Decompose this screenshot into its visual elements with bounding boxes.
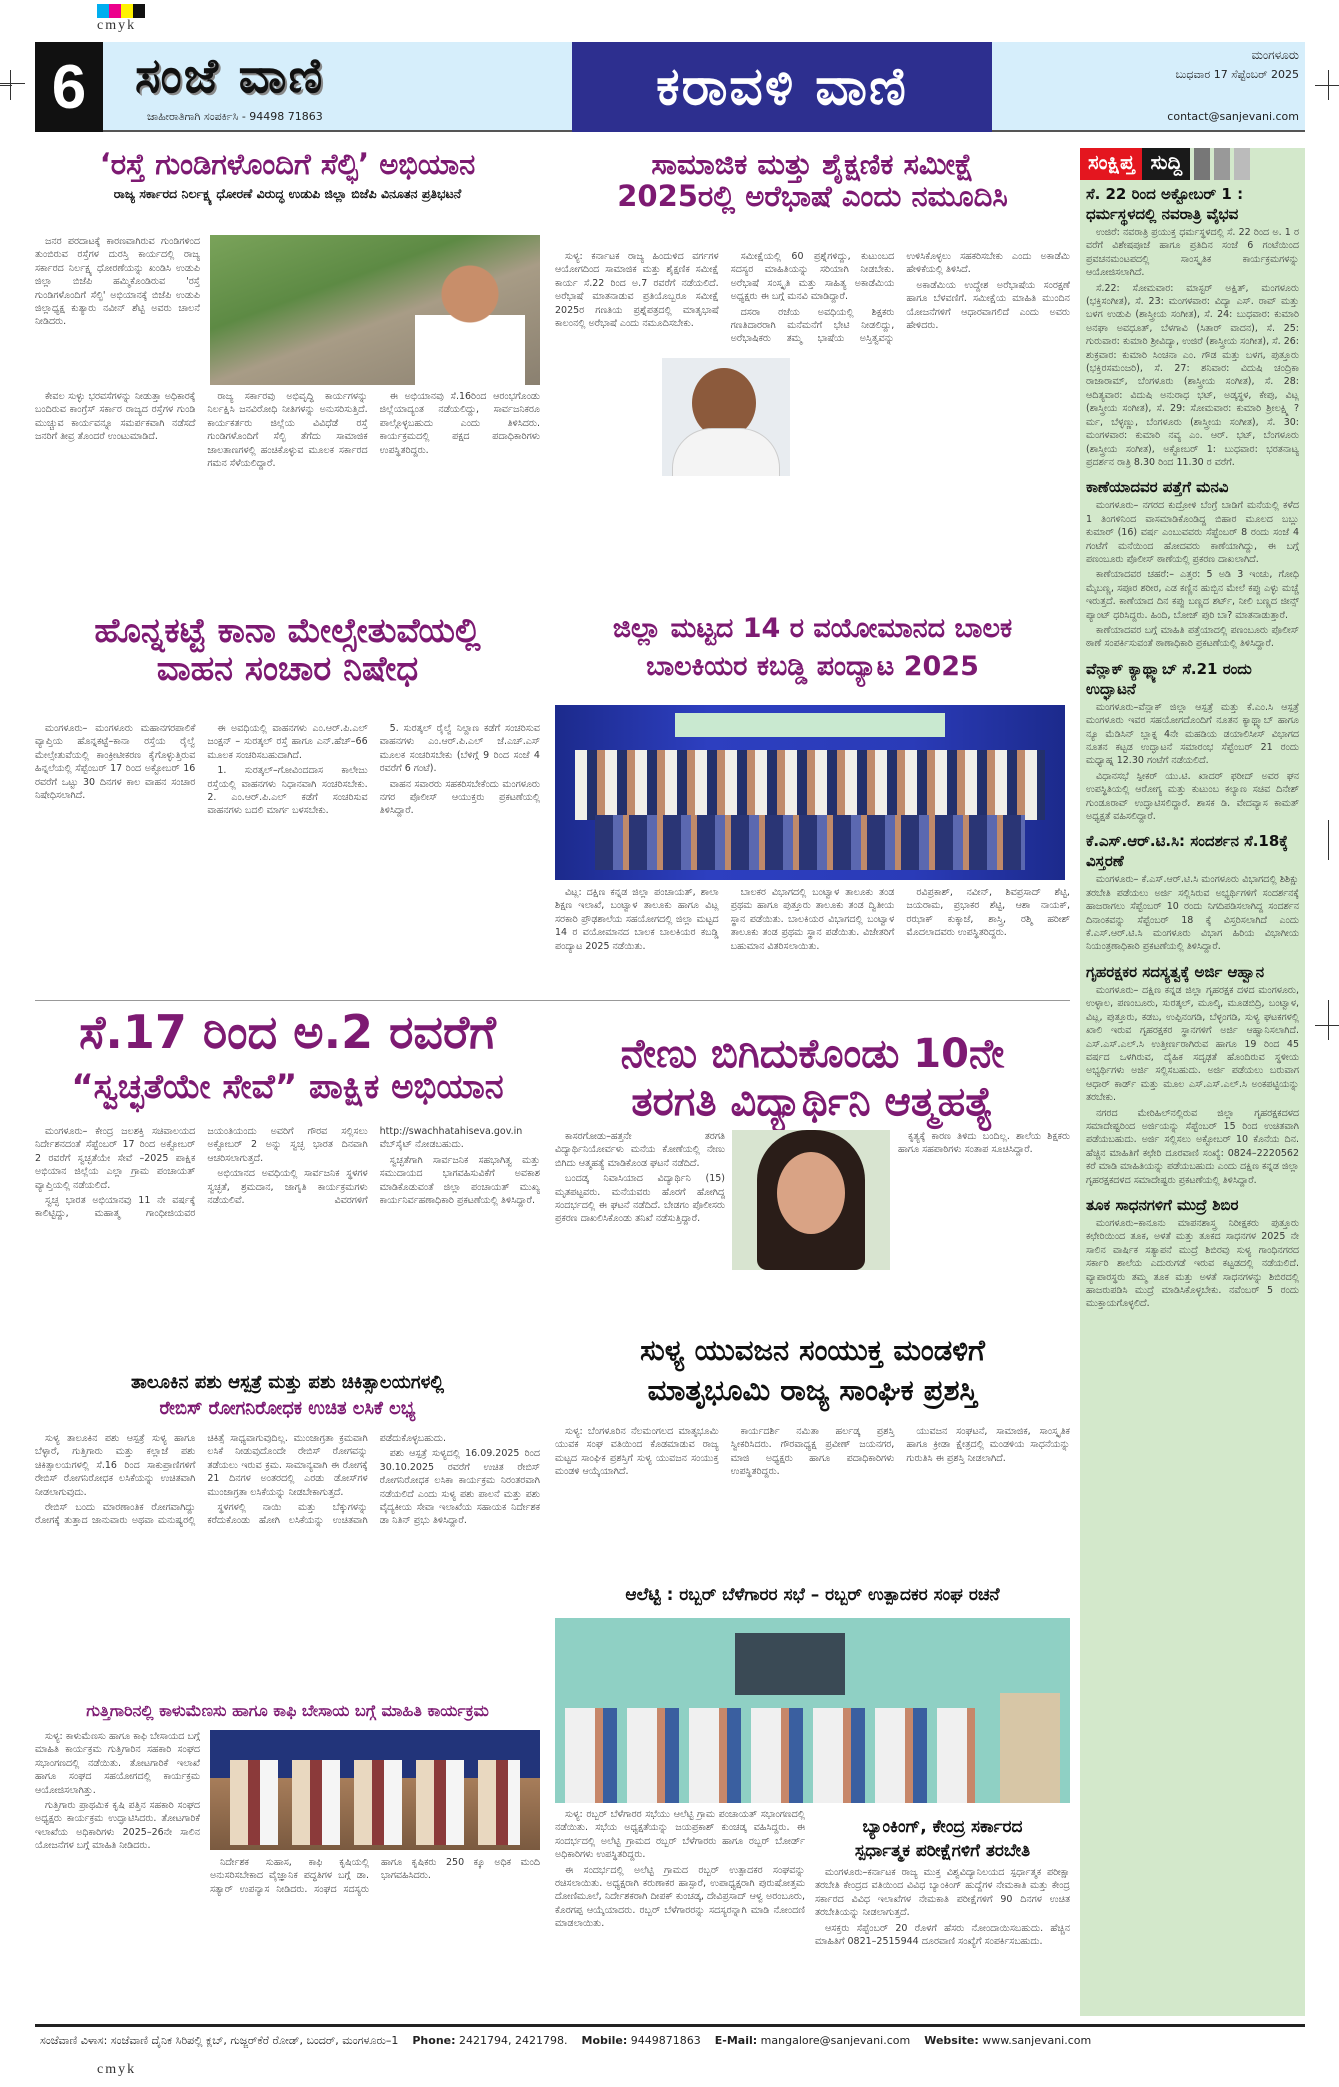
headline: ರೇಬಿಸ್ ರೋಗನಿರೋಧಕ ಉಚಿತ ಲಸಿಕೆ ಲಭ್ಯ xyxy=(159,1398,416,1419)
article-paragraph: ಪಶು ಆಸ್ಪತ್ರೆ ಸುಳ್ಯದಲ್ಲಿ 16.09.2025 ರಿಂದ 30.10.2025 ರವರೆಗೆ ಉಚಿತ ರೇಬಿಸ್ ರೋಗನಿರೋಧಕ ಲಸಿಕಾ ಕಾರ್ಯಕ್ರಮ ನಿರಂತರವಾಗಿ ನಡೆಯಲಿದೆ ಎಂದು ಸುಳ್ಯ ಪಶು ಪಾಲನೆ ಮತ್ತು ಪಶು ವೈದ್ಯಕೀಯ ಸೇವಾ ಇಲಾಖೆಯ ಸಹಾಯಕ ನಿರ್ದೇಶಕ ಡಾ ನಿತಿನ್ ಪ್ರಭು ತಿಳಿಸಿದ್ದಾರೆ. xyxy=(379,1448,540,1527)
article-paragraph: ರವಿಪ್ರಕಾಶ್, ನವೀನ್, ಶಿವಪ್ರಸಾದ್ ಶೆಟ್ಟಿ, ಜಯರಾಮ, ಪ್ರಭಾಕರ ಶೆಟ್ಟಿ, ಆಶಾ ನಾಯಕ್, ರಝಾಕ್ ಕುಕ್ಕಾಜೆ, ಶಾಸ್ತ್ರಿ, ರಶ್ಮಿ ಹರೀಶ್ ಮೊದಲಾದವರು ಉಪಸ್ಥಿತರಿದ್ದರು. xyxy=(906,887,1070,939)
article-paragraph: ಸುಳ್ಯ: ಬೆಂಗಳೂರಿನ ನೆಲಮಂಗಲದ ಮಾತೃಭೂಮಿ ಯುವಕ ಸಂಘ ವತಿಯಿಂದ ಕೊಡಮಾಡುವ ರಾಜ್ಯ ಮಟ್ಟದ ಸಾಂಘಿಕ ಪ್ರಶಸ್ತಿಗೆ ಸುಳ್ಯ ಯುವಜನ ಸಂಯುಕ್ತ ಮಂಡಳಿ ಆಯ್ಕೆಯಾಗಿದೆ. xyxy=(555,1426,719,1478)
footer-rule xyxy=(35,2024,1305,2027)
person-portrait xyxy=(410,255,530,385)
footer-address: ಸಂಜೆವಾಣಿ ವಿಳಾಸ: ಸಂಜೆವಾಣಿ ದೈನಿಕ ಸಿರಿಪಲ್ಲಿ ಕ್ಲಬ್, ಗುಜ್ಜರ್‌ಕೆರೆ ರೋಡ್, ಬಂದರ್, ಮಂಗಳೂರು–1 xyxy=(40,2034,399,2047)
article-paragraph: ಬಾಲಕರ ವಿಭಾಗದಲ್ಲಿ ಬಂಟ್ವಾಳ ತಾಲೂಕು ತಂಡ ಪ್ರಥಮ ಹಾಗೂ ಪುತ್ತೂರು ತಾಲೂಕು ತಂಡ ದ್ವಿತೀಯ ಸ್ಥಾನ ಪಡೆಯಿತು. ಬಾಲಕಿಯರ ವಿಭಾಗದಲ್ಲಿ ಬಂಟ್ವಾಳ ತಾಲೂಕು ತಂಡ ಪ್ರಥಮ ಸ್ಥಾನ ಪಡೆಯಿತು. ವಿಜೇತರಿಗೆ ಬಹುಮಾನ ವಿತರಿಸಲಾಯಿತು. xyxy=(730,887,895,952)
article-body xyxy=(555,1425,1070,1575)
brief-paragraph: ಮಂಗಳೂರು– ದಕ್ಷಿಣ ಕನ್ನಡ ಜಿಲ್ಲಾ ಗೃಹರಕ್ಷಕ ದಳದ ಮಂಗಳೂರು, ಉಳ್ಳಾಲ, ಪಣಂಬೂರು, ಸುರತ್ಕಲ್, ಮೂಲ್ಕಿ, ಮೂಡಬಿದ್ರಿ, ಬಂಟ್ವಾಳ, ವಿಟ್ಲ, ಪುತ್ತೂರು, ಕಡಬ, ಉಪ್ಪಿನಂಗಡಿ, ಬೆಳ್ಳಂಗಡಿ, ಸುಳ್ಯ ಘಟಕಗಳಲ್ಲಿ ಖಾಲಿ ಇರುವ ಗೃಹರಕ್ಷಕರ ಸ್ಥಾನಗಳಿಗೆ ಅರ್ಜಿ ಆಹ್ವಾನಿಸಲಾಗಿದೆ. ಎಸ್.ಎಸ್.ಎಲ್.ಸಿ ಉತ್ತೀರ್ಣರಾಗಿರುವ ಹಾಗೂ 19 ರಿಂದ 45 ವರ್ಷದ ಒಳಗಿರುವ, ದೈಹಿಕ ಸದೃಢತೆ ಹೊಂದಿರುವ ಸ್ಥಳೀಯ ಅಭ್ಯರ್ಥಿಗಳು ಅರ್ಜಿ ಸಲ್ಲಿಸಬಹುದು. ಅರ್ಜಿ ಪಡೆಯಲು ಬರುವಾಗ ಆಧಾರ್ ಕಾರ್ಡ್ ಮತ್ತು ಮೂಲ ಎಸ್.ಎಸ್.ಎಲ್.ಸಿ ಅಂಕಪಟ್ಟಿಯನ್ನು ತರಬೇಕು. xyxy=(1086,984,1299,1104)
article-rubber xyxy=(555,1582,1070,1608)
mobile-label: Mobile: xyxy=(581,2034,628,2047)
article-paragraph: ನಿರ್ದೇಶಕ ಸುಹಾಸ, ಕಾಫಿ ಕೃಷಿಯಲ್ಲಿ ಅನುಸರಿಸಬೇಕಾದ ವೈಜ್ಞಾನಿಕ ಪದ್ಧತಿಗಳ ಬಗ್ಗೆ ಡಾ. ಸತ್ಯಾರ್ ಉಪನ್ಯಾಸ ನೀಡಿದರು. ಸಂಘದ ಸದಸ್ಯರು ಹಾಗೂ ಕೃಷಿಕರು 250 ಕ್ಕೂ ಅಧಿಕ ಮಂದಿ ಭಾಗವಹಿಸಿದರು. xyxy=(210,1857,540,1895)
article-paragraph: ಅಭಿಯಾನದ ಅವಧಿಯಲ್ಲಿ ಸಾರ್ವಜನಿಕ ಸ್ಥಳಗಳ ಸ್ವಚ್ಛತೆ, ಶ್ರಮದಾನ, ಜಾಗೃತಿ ಕಾರ್ಯಕ್ರಮಗಳು ನಡೆಯಲಿವೆ. ವಿವರಗಳಿಗೆ http://swachhatahiseva.gov.in ವೆಬ್‌ಸೈಟ್ ನೋಡಬಹುದು. xyxy=(207,1126,523,1207)
crop-mark xyxy=(1328,820,1329,860)
brief-body xyxy=(1086,984,1299,1187)
article-paragraph: ಸ್ವಚ್ಛತೆಗಾಗಿ ಸಾರ್ವಜನಿಕ ಸಹಭಾಗಿತ್ವ ಮತ್ತು ಸಮುದಾಯದ ಭಾಗವಹಿಸುವಿಕೆಗೆ ಅವಕಾಶ ಮಾಡಿಕೊಡುವಂತೆ ಜಿಲ್ಲಾ ಪಂಚಾಯತ್ ಮುಖ್ಯ ಕಾರ್ಯನಿರ್ವಹಣಾಧಿಕಾರಿ ಪ್ರಕಟಣೆಯಲ್ಲಿ ತಿಳಿಸಿದ್ದಾರೆ. xyxy=(379,1154,540,1207)
phone: 2421794, 2421798. xyxy=(459,2034,568,2047)
article-body xyxy=(210,1856,540,2020)
article-body xyxy=(898,1130,1070,1325)
article-body xyxy=(35,235,200,385)
article-paragraph: 1. ಸುರತ್ಕಲ್–ಗೋವಿಂದದಾಸ ಕಾಲೇಜು ರಸ್ತೆಯಲ್ಲಿ ವಾಹನಗಳು ನಿಧಾನವಾಗಿ ಸಂಚರಿಸಬೇಕು. 2. ಎಂ.ಆರ್.ಪಿ.ಎಲ್ ಕಡೆಗೆ ಸಂಚರಿಸುವ ವಾಹನಗಳು ಬದಲಿ ಮಾರ್ಗ ಬಳಸಬೇಕು. xyxy=(207,765,368,817)
article-paragraph: ಮಂಗಳೂರು– ಮಂಗಳೂರು ಮಹಾನಗರಪಾಲಿಕೆ ವ್ಯಾಪ್ತಿಯ ಹೊನ್ನಕಟ್ಟೆ–ಕಾನಾ ರಸ್ತೆಯ ರೈಲ್ವೆ ಮೇಲ್ಸೇತುವೆಯಲ್ಲಿ ಕಾಂಕ್ರೀಟೀಕರಣ ಕೈಗೊಳ್ಳುತ್ತಿರುವ ಹಿನ್ನಲೆಯಲ್ಲಿ ಸೆಪ್ಟೆಂಬರ್ 17 ರಿಂದ ಅಕ್ಟೋಬರ್ 16 ರವರೆಗೆ ಒಟ್ಟು 30 ದಿನಗಳ ಕಾಲ ವಾಹನ ಸಂಚಾರ ನಿಷೇಧಿಸಲಾಗಿದೆ. xyxy=(35,723,196,802)
article-paragraph: ರೇಬಿಸ್ ಬಂದು ಮಾರಣಾಂತಿಕ ರೋಗವಾಗಿದ್ದು ರೋಗಕ್ಕೆ ತುತ್ತಾದ ಜಾನುವಾರು ಅಥವಾ ಮನುಷ್ಯರಲ್ಲಿ ಚಿಕಿತ್ಸೆ ಸಾಧ್ಯವಾಗುವುದಿಲ್ಲ. ಮುಂಜಾಗ್ರತಾ ಕ್ರಮವಾಗಿ ಲಸಿಕೆ ನೀಡುವುದೊಂದೇ ರೇಬಿಸ್ ರೋಗವನ್ನು ತಡೆಯಲು ಇರುವ ಕ್ರಮ. ಸಾಮಾನ್ಯವಾಗಿ ಈ ರೋಗಕ್ಕೆ 21 ದಿನಗಳ ಅಂತರದಲ್ಲಿ ಎರಡು ಡೋಸ್‌ಗಳ ಮುಂಜಾಗ್ರತಾ ಲಸಿಕೆಯನ್ನು ನೀಡಬೇಕಾಗುತ್ತದೆ. xyxy=(35,1433,368,1527)
article-swachhata xyxy=(35,1002,540,1112)
brief-item xyxy=(1080,958,1305,1191)
article-paragraph: ಯುವಜನ ಸಂಘಟನೆ, ಸಾಮಾಜಿಕ, ಸಾಂಸ್ಕೃತಿಕ ಹಾಗೂ ಕ್ರೀಡಾ ಕ್ಷೇತ್ರದಲ್ಲಿ ಮಂಡಳಿಯ ಸಾಧನೆಯನ್ನು ಗುರುತಿಸಿ ಈ ಪ್ರಶಸ್ತಿ ನೀಡಲಾಗಿದೆ. xyxy=(906,1426,1070,1464)
headline: ಸುಳ್ಯ ಯುವಜನ ಸಂಯುಕ್ತ ಮಂಡಳಿಗೆ xyxy=(640,1333,985,1367)
article-paragraph: ಜನರ ಪರದಾಟಕ್ಕೆ ಕಾರಣವಾಗಿರುವ ಗುಂಡಿಗಳಿಂದ ತುಂಬಿರುವ ರಸ್ತೆಗಳ ದುರಸ್ತಿ ಕಾರ್ಯದಲ್ಲಿ ರಾಜ್ಯ ಸರ್ಕಾರದ ನಿರ್ಲಕ್ಷ್ಯ ಧೋರಣೆಯನ್ನು ಖಂಡಿಸಿ ಉಡುಪಿ ಜಿಲ್ಲಾ ಬಿಜೆಪಿ ಹಮ್ಮಿಕೊಂಡಿರುವ 'ರಸ್ತೆ ಗುಂಡಿಗಳೊಂದಿಗೆ ಸೆಲ್ಫಿ' ಅಭಿಯಾನಕ್ಕೆ ಬಿಜೆಪಿ ಉಡುಪಿ ಜಿಲ್ಲಾಧ್ಯಕ್ಷ ಕುತ್ಯಾರು ನವೀನ್ ಶೆಟ್ಟಿ ಅವರು ಚಾಲನೆ ನೀಡಿದರು. xyxy=(35,236,200,328)
article-paragraph: ಸುಳ್ಯ: ಕರ್ನಾಟಕ ರಾಜ್ಯ ಹಿಂದುಳಿದ ವರ್ಗಗಳ ಆಯೋಗದಿಂದ ಸಾಮಾಜಿಕ ಮತ್ತು ಶೈಕ್ಷಣಿಕ ಸಮೀಕ್ಷೆ ಕಾರ್ಯ ಸೆ.22 ರಿಂದ ಅ.7 ರವರೆಗೆ ನಡೆಯಲಿದೆ. ಅರೆಭಾಷೆ ಮಾತನಾಡುವ ಪ್ರತಿಯೊಬ್ಬರೂ ಸಮೀಕ್ಷೆ 2025ರ ಗಣತಿಯ ಪ್ರಶ್ನೆಪತ್ರದಲ್ಲಿ ಮಾತೃಭಾಷೆ ಕಾಲಂನಲ್ಲಿ ಅರೆಭಾಷೆ ಎಂದು ನಮೂದಿಸಬೇಕು. xyxy=(555,251,719,330)
team-row-sitting xyxy=(595,815,1025,870)
edition-date: ಬುಧವಾರ 17 ಸೆಪ್ಟೆಂಬರ್ 2025 xyxy=(1175,68,1299,81)
sidebar-title-black: ಸುದ್ದಿ xyxy=(1142,148,1190,180)
article-paragraph: ಬಂದಡ್ಕ ನಿವಾಸಿಯಾದ ವಿದ್ಯಾರ್ಥಿನಿ (15) ಮೃತಪಟ್ಟವರು. ಮನೆಯವರು ಹೊರಗೆ ಹೋಗಿದ್ದ ಸಂದರ್ಭದಲ್ಲಿ ಈ ಘಟನೆ ನಡೆದಿದೆ. ಬೇಡಗಂ ಪೊಲೀಸರು ಪ್ರಕರಣ ದಾಖಲಿಸಿಕೊಂಡು ತನಿಖೆ ನಡೆಸುತ್ತಿದ್ದಾರೆ. xyxy=(555,1173,725,1225)
headline: ಗುತ್ತಿಗಾರಿನಲ್ಲಿ ಕಾಳುಮೆಣಸು ಹಾಗೂ ಕಾಫಿ ಬೇಸಾಯ ಬಗ್ಗೆ ಮಾಹಿತಿ ಕಾರ್ಯಕ್ರಮ xyxy=(86,1701,489,1720)
photo-road-potholes xyxy=(210,235,540,385)
article-paragraph: ಕೇವಲ ಸುಳ್ಳು ಭರವಸೆಗಳನ್ನು ನೀಡುತ್ತಾ ಅಧಿಕಾರಕ್ಕೆ ಬಂದಿರುವ ಕಾಂಗ್ರೆಸ್ ಸರ್ಕಾರ ರಾಜ್ಯದ ರಸ್ತೆಗಳ ಗುಂಡಿ ಮುಚ್ಚುವ ಕಾರ್ಯವನ್ನೂ ಸಮರ್ಪಕವಾಗಿ ನಡೆಸದೆ ಜನರಿಗೆ ತೀವ್ರ ತೊಂದರೆ ಉಂಟುಮಾಡಿದೆ. xyxy=(35,391,196,443)
website: www.sanjevani.com xyxy=(982,2034,1092,2047)
article-sullia xyxy=(555,1330,1070,1410)
brief-paragraph: ವಿಧಾನಸಭೆ ಸ್ಪೀಕರ್ ಯು.ಟಿ. ಖಾದರ್ ಫರೀದ್ ಅವರ ಘನ ಉಪಸ್ಥಿತಿಯಲ್ಲಿ ಆರೋಗ್ಯ ಮತ್ತು ಕುಟುಂಬ ಕಲ್ಯಾಣ ಸಚಿವ ದಿನೇಶ್ ಗುಂಡೂರಾವ್ ಉದ್ಘಾಟಿಸಲಿದ್ದಾರೆ. ಶಾಸಕ ಡಿ. ವೇದವ್ಯಾಸ ಕಾಮತ್ ಅಧ್ಯಕ್ಷತೆ ವಹಿಸಲಿದ್ದಾರೆ. xyxy=(1086,770,1299,823)
article-paragraph: ಈ ಅಭಿಯಾನವು ಸೆ.16ರಿಂದ ಆರಂಭಗೊಂಡು ಜಿಲ್ಲೆಯಾದ್ಯಂತ ನಡೆಯಲಿದ್ದು, ಸಾರ್ವಜನಿಕರೂ ಪಾಲ್ಗೊಳ್ಳಬಹುದು ಎಂದು ತಿಳಿಸಿದರು. ಕಾರ್ಯಕ್ರಮದಲ್ಲಿ ಪಕ್ಷದ ಪದಾಧಿಕಾರಿಗಳು ಉಪಸ್ಥಿತರಿದ್ದರು. xyxy=(379,391,540,456)
crop-mark xyxy=(1315,85,1339,86)
article-body xyxy=(815,1866,1070,2020)
article-paragraph: ಸಮೀಕ್ಷೆಯಲ್ಲಿ 60 ಪ್ರಶ್ನೆಗಳಿದ್ದು, ಕುಟುಂಬದ ಸದಸ್ಯರ ಮಾಹಿತಿಯನ್ನು ಸರಿಯಾಗಿ ನೀಡಬೇಕು. ಅರೆಭಾಷೆ ಸಂಸ್ಕೃತಿ ಮತ್ತು ಸಾಹಿತ್ಯ ಅಕಾಡೆಮಿಯ ಅಧ್ಯಕ್ಷರು ಈ ಬಗ್ಗೆ ಮನವಿ ಮಾಡಿದ್ದಾರೆ. xyxy=(730,251,895,303)
photo-pepper-event xyxy=(210,1730,540,1850)
headline: ಸಾಮಾಜಿಕ ಮತ್ತು ಶೈಕ್ಷಣಿಕ ಸಮೀಕ್ಷೆ xyxy=(651,147,974,181)
article-body xyxy=(555,1130,725,1325)
article-paragraph: ಅಕಾಡೆಮಿಯ ಉದ್ದೇಶ ಅರೆಭಾಷೆಯ ಸಂರಕ್ಷಣೆ ಹಾಗೂ ಬೆಳವಣಿಗೆ. ಸಮೀಕ್ಷೆಯ ಮಾಹಿತಿ ಮುಂದಿನ ಯೋಜನೆಗಳಿಗೆ ಆಧಾರವಾಗಲಿದೆ ಎಂದು ಅವರು ಹೇಳಿದರು. xyxy=(906,279,1070,332)
brief-item xyxy=(1080,655,1305,828)
article-paragraph: ಕಾರ್ಯದರ್ಶಿ ನಮಿತಾ ಹರ್ಲಡ್ಕ ಪ್ರಶಸ್ತಿ ಸ್ವೀಕರಿಸಿದರು. ಗೌರವಾಧ್ಯಕ್ಷ ಪ್ರವೀಣ್ ಜಯನಗರ, ಮಾಜಿ ಅಧ್ಯಕ್ಷರು ಹಾಗೂ ಪದಾಧಿಕಾರಿಗಳು ಉಪಸ್ಥಿತರಿದ್ದರು. xyxy=(730,1426,895,1478)
headline: ‘ರಸ್ತೆ ಗುಂಡಿಗಳೊಂದಿಗೆ ಸೆಲ್ಫಿ’ ಅಭಿಯಾನ xyxy=(99,147,476,181)
brief-paragraph: ಉಜಿರೆ: ನವರಾತ್ರಿ ಪ್ರಯುಕ್ತ ಧರ್ಮಸ್ಥಳದಲ್ಲಿ ಸೆ. 22 ರಿಂದ ಅ. 1 ರ ವರೆಗೆ ವಿಶೇಷಪೂಜೆ ಹಾಗೂ ಪ್ರತಿದಿನ ಸಂಜೆ 6 ಗಂಟೆಯಿಂದ ಪ್ರವಚನಮಂಟಪದಲ್ಲಿ ಸಾಂಸ್ಕೃತಿಕ ಕಾರ್ಯಕ್ರಮಗಳನ್ನು ಆಯೋಜಿಸಲಾಗಿದೆ. xyxy=(1086,227,1299,279)
brief-body xyxy=(1086,499,1299,650)
cmyk-label: cmyk xyxy=(97,18,137,33)
brief-item xyxy=(1080,180,1305,473)
brief-paragraph: ಮಂಗಳೂರು–ಕಾನೂನು ಮಾಪನಶಾಸ್ತ್ರ ನಿರೀಕ್ಷಕರು ಪುತ್ತೂರು ಕಛೇರಿಯಿಂದ ತೂಕ, ಅಳತೆ ಮತ್ತು ತೂಕದ ಸಾಧನಗಳ 2025 ನೇ ಸಾಲಿನ ವಾರ್ಷಿಕ ಸತ್ಯಾಪನೆ ಮುದ್ರೆ ಶಿಬಿರವು ಸುಳ್ಯ ಗಾಂಧಿನಗರದ ಸರ್ಕಾರಿ ಶಾಲೆಯ ಎದುರುಗಡೆ ಇರುವ ಕಟ್ಟಡದಲ್ಲಿ ನಡೆಯಲಿದೆ. ವ್ಯಾಪಾರಸ್ಥರು ತಮ್ಮ ತೂಕ ಮತ್ತು ಅಳತೆ ಸಾಧನಗಳನ್ನು ಶಿಬಿರದಲ್ಲಿ ಹಾಜರುಪಡಿಸಿ ಮುದ್ರೆ ಮಾಡಿಸಿಕೊಳ್ಳಬೇಕು. ನವೆಂಬರ್ 5 ರಂದು ಮುಕ್ತಾಯಗೊಳ್ಳಲಿದೆ. xyxy=(1086,1217,1299,1310)
sidebar-title-red: ಸಂಕ್ಷಿಪ್ತ xyxy=(1080,148,1142,180)
crop-mark xyxy=(1328,1000,1329,1040)
headline: ಆಲೆಟ್ಟಿ : ರಬ್ಬರ್ ಬೆಳೆಗಾರರ ಸಭೆ – ರಬ್ಬರ್ ಉತ್ಪಾದಕರ ಸಂಘ ರಚನೆ xyxy=(625,1585,1000,1605)
headline: ತಾಲೂಕಿನ ಪಶು ಆಸ್ಪತ್ರೆ ಮತ್ತು ಪಶು ಚಿಕಿತ್ಸಾಲಯಗಳಲ್ಲಿ xyxy=(130,1372,444,1393)
edition-city: ಮಂಗಳೂರು xyxy=(1251,48,1299,62)
crop-mark xyxy=(1315,1025,1339,1026)
headline: ಬಾಲಕಿಯರ ಕಬಡ್ಡಿ ಪಂದ್ಯಾಟ 2025 xyxy=(646,651,979,682)
article-paragraph: ಮಂಗಳೂರು–ಕರ್ನಾಟಕ ರಾಜ್ಯ ಮುಕ್ತ ವಿಶ್ವವಿದ್ಯಾನಿಲಯದ ಸ್ಪರ್ಧಾತ್ಮಕ ಪರೀಕ್ಷಾ ತರಬೇತಿ ಕೇಂದ್ರದ ವತಿಯಿಂದ ವಿವಿಧ ಬ್ಯಾಂಕಿಂಗ್ ಹುದ್ದೆಗಳ ನೇಮಕಾತಿ ಮತ್ತು ಕೇಂದ್ರ ಸರ್ಕಾರದ ವಿವಿಧ ಇಲಾಖೆಗಳ ನೇಮಕಾತಿ ಪರೀಕ್ಷೆಗಳಿಗೆ 90 ದಿನಗಳ ಉಚಿತ ತರಬೇತಿಯನ್ನು ನೀಡಲಾಗುತ್ತದೆ. xyxy=(815,1867,1070,1919)
headline: ತರಗತಿ ವಿದ್ಯಾರ್ಥಿನಿ ಆತ್ಮಹತ್ಯೆ xyxy=(631,1079,994,1125)
article-body xyxy=(555,886,1070,998)
headline: ಹೊನ್ನಕಟ್ಟೆ ಕಾನಾ ಮೇಲ್ಸೇತುವೆಯಲ್ಲಿ xyxy=(94,611,481,651)
brief-headline: ಸೆ. 22 ರಿಂದ ಅಕ್ಟೋಬರ್ 1 : ಧರ್ಮಸ್ಥಳದಲ್ಲಿ ನವರಾತ್ರಿ ವೈಭವ xyxy=(1086,185,1244,223)
article-road-selfie xyxy=(35,148,540,202)
brief-headline: ಕಾಣೆಯಾದವರ ಪತ್ತೆಗೆ ಮನವಿ xyxy=(1086,478,1229,497)
logo-sanjevani xyxy=(135,48,324,105)
brief-paragraph: ಕಾಣೆಯಾದವರ ಚಹರೆ:– ಎತ್ತರ: 5 ಅಡಿ 3 ಇಂಚು, ಗೋಧಿ ಮೈಬಣ್ಣ, ಸಪೂರ ಶರೀರ, ಎಡ ಕಣ್ಣಿನ ಹುಬ್ಬಿನ ಮೇಲೆ ಕಪ್ಪು ಎಳ್ಳು ಮಚ್ಚೆ ಇರುತ್ತದೆ. ಕಾಣೆಯಾದ ದಿನ ಕಪ್ಪು ಬಣ್ಣದ ಶರ್ಟ್, ನೀಲಿ ಬಣ್ಣದ ಜೀನ್ಸ್ ಪ್ಯಾಂಟ್ ಧರಿಸಿದ್ದರು. ಹಿಂದಿ, ಬೋಜ್ ಪುರಿ ಬಾ? ಮಾತನಾಡುತ್ತಾರೆ. xyxy=(1086,569,1299,621)
brief-item xyxy=(1080,473,1305,654)
article-paragraph: ಮಂಗಳೂರು– ಕೇಂದ್ರ ಜಲಶಕ್ತಿ ಸಚಿವಾಲಯದ ನಿರ್ದೇಶನದಂತೆ ಸೆಪ್ಟೆಂಬರ್ 17 ರಿಂದ ಅಕ್ಟೋಬರ್ 2 ರವರೆಗೆ ಸ್ವಚ್ಛತೆಯೇ ಸೇವೆ –2025 ಪಾಕ್ಷಿಕ ಅಭಿಯಾನ ಜಿಲ್ಲೆಯ ಎಲ್ಲಾ ಗ್ರಾಮ ಪಂಚಾಯತ್ ವ್ಯಾಪ್ತಿಯಲ್ಲಿ ನಡೆಯಲಿದೆ. xyxy=(35,1126,196,1191)
page-number: 6 xyxy=(35,42,103,132)
banner xyxy=(675,713,945,737)
headline: ಸೆ.17 ರಿಂದ ಅ.2 ರವರೆಗೆ xyxy=(79,1005,496,1059)
article-paragraph: ಸುಳ್ಯ: ಕಾಳುಮೆಣಸು ಹಾಗೂ ಕಾಫಿ ಬೇಸಾಯದ ಬಗ್ಗೆ ಮಾಹಿತಿ ಕಾರ್ಯಕ್ರಮ ಗುತ್ತಿಗಾರಿನ ಸಹಕಾರಿ ಸಂಘದ ಸಭಾಂಗಣದಲ್ಲಿ ನಡೆಯಿತು. ತೋಟಗಾರಿಕೆ ಇಲಾಖೆ ಹಾಗೂ ಸಂಘದ ಸಹಯೋಗದಲ್ಲಿ ಕಾರ್ಯಕ್ರಮ ಆಯೋಜಿಸಲಾಗಿತ್ತು. xyxy=(35,1731,200,1796)
phone-label: Phone: xyxy=(412,2034,456,2047)
article-paragraph: ಕೃತ್ಯಕ್ಕೆ ಕಾರಣ ತಿಳಿದು ಬಂದಿಲ್ಲ. ಶಾಲೆಯ ಶಿಕ್ಷಕರು ಹಾಗೂ ಸಹಪಾಠಿಗಳು ಸಂತಾಪ ಸೂಚಿಸಿದ್ದಾರೆ. xyxy=(898,1131,1070,1156)
subheadline: ರಾಜ್ಯ ಸರ್ಕಾರದ ನಿರ್ಲಕ್ಷ್ಯ ಧೋರಣೆ ವಿರುದ್ಧ ಉಡುಪಿ ಜಿಲ್ಲಾ ಬಿಜೆಪಿ ವಿನೂತನ ಪ್ರತಿಭಟನೆ xyxy=(113,186,462,202)
logo-text: ಸಂಜೆ ವಾಣಿ xyxy=(135,48,325,104)
article-paragraph: ಸ್ಥಳಗಳಲ್ಲಿ ನಾಯಿ ಮತ್ತು ಬೆಕ್ಕುಗಳನ್ನು ಕರೆದುಕೊಂಡು ಹೋಗಿ ಲಸಿಕೆಯನ್ನು ಉಚಿತವಾಗಿ ಪಡೆದುಕೊಳ್ಳಬಹುದು. xyxy=(207,1433,447,1527)
article-student xyxy=(555,1030,1070,1126)
headline: ಮಾತೃಭೂಮಿ ರಾಜ್ಯ ಸಾಂಘಿಕ ಪ್ರಶಸ್ತಿ xyxy=(647,1373,978,1407)
article-rabies xyxy=(35,1370,540,1422)
mobile: 9449871863 xyxy=(630,2034,701,2047)
cmyk-registration-top xyxy=(97,4,145,34)
cmyk-label: cmyk xyxy=(97,2062,137,2077)
logo-text: ಕರಾವಳಿ ವಾಣಿ xyxy=(656,56,908,117)
headline: ನೇಣು ಬಿಗಿದುಕೊಂಡು 10ನೇ xyxy=(620,1031,1005,1077)
brief-headline: ವೆನ್ಲಾಕ್ ಕ್ಯಾಥ್ಲ್ಯಾಬ್ ಸೆ.21 ರಂದು ಉದ್ಘಾಟನೆ xyxy=(1086,659,1252,698)
article-body xyxy=(555,250,1070,605)
sidebar-briefs xyxy=(1080,148,1305,2016)
article-body xyxy=(35,722,540,997)
masthead xyxy=(35,42,1305,132)
brief-item xyxy=(1080,1191,1305,1315)
article-paragraph: ಸುಳ್ಯ ತಾಲೂಕಿನ ಪಶು ಆಸ್ಪತ್ರೆ ಸುಳ್ಯ ಹಾಗೂ ಬೆಳ್ಳಾರೆ, ಗುತ್ತಿಗಾರು ಮತ್ತು ಕಲ್ಲಾಜೆ ಪಶು ಚಿಕಿತ್ಸಾಲಯಗಳಲ್ಲಿ ಸೆ.16 ರಿಂದ ಸಾಕುಪ್ರಾಣಿಗಳಿಗೆ ರೇಬಿಸ್ ರೋಗನಿರೋಧಕ ಲಸಿಕೆಯನ್ನು ಉಚಿತವಾಗಿ ನೀಡಲಾಗುವುದು. xyxy=(35,1433,196,1498)
brief-paragraph: ಮಂಗಳೂರು– ಕೆ.ಎಸ್.ಆರ್.ಟಿ.ಸಿ ಮಂಗಳೂರು ವಿಭಾಗದಲ್ಲಿ ಶಿಶಿಕ್ಷು ತರಬೇತಿ ಪಡೆಯಲು ಅರ್ಜಿ ಸಲ್ಲಿಸಿರುವ ಅಭ್ಯರ್ಥಿಗಳಿಗೆ ಸಂದರ್ಶನಕ್ಕೆ ಹಾಜರಾಗಲು ಸೆಪ್ಟೆಂಬರ್ 10 ರಂದು ನಿಗದಿಪಡಿಸಲಾಗಿದ್ದ ಸಂದರ್ಶನ ದಿನಾಂಕವನ್ನು ಸೆಪ್ಟೆಂಬರ್ 18 ಕ್ಕೆ ವಿಸ್ತರಿಸಲಾಗಿದೆ ಎಂದು ಕೆ.ಎಸ್.ಆರ್.ಟಿ.ಸಿ ಮಂಗಳೂರು ವಿಭಾಗ ಹಿರಿಯ ವಿಭಾಗೀಯ ನಿಯಂತ್ರಣಾಧಿಕಾರಿ ಪ್ರಕಟಣೆಯಲ್ಲಿ ತಿಳಿಸಿದ್ದಾರೆ. xyxy=(1086,874,1299,953)
article-paragraph: 5. ಸುರತ್ಕಲ್ ರೈಲ್ವೆ ನಿಲ್ದಾಣ ಕಡೆಗೆ ಸಂಚರಿಸುವ ವಾಹನಗಳು ಎಂ.ಆರ್.ಪಿ.ಎಲ್ ಜೆ.ಎಚ್.ಎಸ್ ಮೂಲಕ ಸಂಚರಿಸಬೇಕು (ಬೆಳಿಗ್ಗೆ 9 ರಿಂದ ಸಂಜೆ 4 ರವರೆಗೆ 6 ಗಂಟೆ). xyxy=(379,723,540,775)
article-body xyxy=(35,1432,540,1697)
crop-mark xyxy=(10,70,11,100)
article-paragraph: ಸ್ವಚ್ಛ ಭಾರತ ಅಭಿಯಾನವು 11 ನೇ ವರ್ಷಕ್ಕೆ ಕಾಲಿಟ್ಟಿದ್ದು, ಮಹಾತ್ಮ ಗಾಂಧೀಜಿಯವರ ಜಯಂತಿಯಂದು ಅವರಿಗೆ ಗೌರವ ಸಲ್ಲಿಸಲು ಅಕ್ಟೋಬರ್ 2 ಅನ್ನು ಸ್ವಚ್ಛ ಭಾರತ ದಿನವಾಗಿ ಆಚರಿಸಲಾಗುತ್ತದೆ. xyxy=(35,1126,368,1220)
brief-headline: ತೂಕ ಸಾಧನಗಳಿಗೆ ಮುದ್ರೆ ಶಿಬಿರ xyxy=(1086,1195,1239,1214)
brief-item xyxy=(1080,827,1305,957)
brief-paragraph: ಮಂಗಳೂರು– ನಗರದ ಕುದ್ರೋಳಿ ಬೆಂಗ್ರೆ ಬಾಡಿಗೆ ಮನೆಯಲ್ಲಿ ಕಳೆದ 1 ತಿಂಗಳಿನಿಂದ ವಾಸಮಾಡಿಕೊಂಡಿದ್ದ ಬಿಹಾರ ಮೂಲದ ಬಬ್ಲು ಕುಮಾರ್ (16) ವರ್ಷ ಎಂಬುವವರು ಸೆಪ್ಟೆಂಬರ್ 8 ರಂದು ಸಂಜೆ 4 ಗಂಟೆಗೆ ಮನೆಯಿಂದ ಹೋದವರು ಕಾಣೆಯಾಗಿದ್ದು, ಈ ಬಗ್ಗೆ ಪಣಂಬೂರು ಪೊಲೀಸ್ ಠಾಣೆಯಲ್ಲಿ ಪ್ರಕರಣ ದಾಖಲಾಗಿದೆ. xyxy=(1086,500,1299,565)
article-paragraph: ಈ ಅವಧಿಯಲ್ಲಿ ವಾಹನಗಳು ಎಂ.ಆರ್.ಪಿ.ಎಲ್ ಜಂಕ್ಷನ್ – ಸುರತ್ಕಲ್ ರಸ್ತೆ ಹಾಗೂ ಎನ್.ಹೆಚ್–66 ಮೂಲಕ ಸಂಚರಿಸಬಹುದಾಗಿದೆ. xyxy=(207,723,368,761)
logo-karavali-vani xyxy=(572,42,992,132)
article-paragraph: ವಾಹನ ಸವಾರರು ಸಹಕರಿಸಬೇಕೆಂದು ಮಂಗಳೂರು ನಗರ ಪೊಲೀಸ್ ಆಯುಕ್ತರು ಪ್ರಕಟಣೆಯಲ್ಲಿ ತಿಳಿಸಿದ್ದಾರೆ. xyxy=(379,778,540,817)
photo-student xyxy=(732,1130,890,1270)
article-paragraph: ಗುತ್ತಿಗಾರು ಪ್ರಾಥಮಿಕ ಕೃಷಿ ಪತ್ತಿನ ಸಹಕಾರಿ ಸಂಘದ ಅಧ್ಯಕ್ಷರು ಕಾರ್ಯಕ್ರಮ ಉದ್ಘಾಟಿಸಿದರು. ತೋಟಗಾರಿಕೆ ಇಲಾಖೆಯ ಅಧಿಕಾರಿಗಳು 2025–26ನೇ ಸಾಲಿನ ಯೋಜನೆಗಳ ಬಗ್ಗೆ ಮಾಹಿತಿ ನೀಡಿದರು. xyxy=(35,1800,200,1852)
contact-email: contact@sanjevani.com xyxy=(1167,110,1299,123)
headline: ವಾಹನ ಸಂಚಾರ ನಿಷೇಧ xyxy=(156,649,419,690)
footer xyxy=(40,2034,1305,2048)
brief-paragraph: ಸೆ.22: ಸೋಮವಾರ: ಮಾಸ್ಟರ್ ಅಕ್ಷಿತ್, ಮಂಗಳೂರು (ಭಕ್ತಿಸಂಗೀತ), ಸೆ. 23: ಮಂಗಳವಾರ: ವಿದ್ಯಾ ಎಸ್. ರಾವ್ ಮತ್ತು ಬಳಗ ಉಡುಪಿ (ಶಾಸ್ತ್ರೀಯ ಸಂಗೀತ), ಸೆ. 24: ಬುಧವಾರ: ಕುಮಾರಿ ಅನಘಾ ಅವಧೂತ್, ಬೆಳಗಾವಿ (ಸಿತಾರ್ ವಾದನ), ಸೆ. 25: ಗುರುವಾರ: ಕುಮಾರಿ ಶ್ರೀವಿದ್ಯಾ, ಉಜಿರೆ (ಶಾಸ್ತ್ರೀಯ ಸಂಗೀತ), ಸೆ. 26: ಶುಕ್ರವಾರ: ಕುಮಾರಿ ಸಿಂಚನಾ ಎಂ. ಗೌಡ ಮತ್ತು ಬಳಗ, ಪುತ್ತೂರು (ಭಕ್ತಿರಸಮಂಜರಿ), ಸೆ. 27: ಶನಿವಾರ: ವಿದುಷಿ ಚಂದ್ರಿಕಾ ರಾಜಾರಾಮ್, ಬೆಂಗಳೂರು (ಶಾಸ್ತ್ರೀಯ ಸಂಗೀತ), ಸೆ. 28: ಆದಿತ್ಯವಾರ: ವಿದುಷಿ ಅನುರಾಧ ಭಟ್, ಅಡ್ಕಸ್ಥಳ, ಕೇಪು, ವಿಟ್ಲ (ಶಾಸ್ತ್ರೀಯ ಸಂಗೀತ), ಸೆ. 29: ಸೋಮವಾರ: ಕುಮಾರಿ ಶ್ರೀಲಕ್ಷ್ಮಿ ?ರ್ಮ, ಬೆಳ್ಳಣ್ಣು, ಬೆಂಗಳೂರು (ಶಾಸ್ತ್ರೀಯ ಸಂಗೀತ), ಸೆ. 30: ಮಂಗಳವಾರ: ಕುಮಾರಿ ನವ್ಯ ಎಂ. ಆರ್. ಭಟ್, ಬೆಂಗಳೂರು (ಶಾಸ್ತ್ರೀಯ ಸಂಗೀತ), ಅಕ್ಟೋಬರ್ 1: ಬುಧವಾರ: ಭರತನಾಟ್ಯ ಪ್ರದರ್ಶನ ರಾತ್ರಿ 8.30 ರಿಂದ 11.30 ರ ವರೆಗೆ. xyxy=(1086,282,1299,468)
article-body xyxy=(35,1730,200,2020)
cmyk-registration-bottom xyxy=(97,2062,136,2078)
article-honnakatte xyxy=(35,612,540,688)
email: mangalore@sanjevani.com xyxy=(760,2034,911,2047)
brief-headline: ಕೆ.ಎಸ್.ಆರ್.ಟಿ.ಸಿ: ಸಂದರ್ಶನ ಸೆ.18ಕ್ಕೆ ವಿಸ್ತರಣೆ xyxy=(1086,832,1289,871)
photo-kabaddi-team xyxy=(555,705,1065,880)
brief-body xyxy=(1086,226,1299,469)
website-label: Website: xyxy=(924,2034,979,2047)
sidebar-title xyxy=(1080,148,1305,180)
article-paragraph: ಆಸಕ್ತರು ಸೆಪ್ಟೆಂಬರ್ 20 ರೊಳಗೆ ಹೆಸರು ನೋಂದಾಯಿಸಬಹುದು. ಹೆಚ್ಚಿನ ಮಾಹಿತಿಗೆ 0821–2515944 ದೂರವಾಣಿ ಸಂಖ್ಯೆಗೆ ಸಂಪರ್ಕಿಸಬಹುದು. xyxy=(815,1922,1070,1948)
team-row-standing xyxy=(575,750,1045,820)
photo-rubber-meeting xyxy=(555,1618,1070,1803)
brief-headline: ಗೃಹರಕ್ಷಕರ ಸದಸ್ಯತ್ವಕ್ಕೆ ಅರ್ಜಿ ಆಹ್ವಾನ xyxy=(1086,962,1265,981)
article-paragraph: ವಿಟ್ಲ: ದಕ್ಷಿಣ ಕನ್ನಡ ಜಿಲ್ಲಾ ಪಂಚಾಯತ್, ಶಾಲಾ ಶಿಕ್ಷಣ ಇಲಾಖೆ, ಬಂಟ್ವಾಳ ತಾಲೂಕು ಹಾಗೂ ವಿಟ್ಲ ಸರಕಾರಿ ಪ್ರೌಢಶಾಲೆಯ ಸಹಯೋಗದಲ್ಲಿ ಜಿಲ್ಲಾ ಮಟ್ಟದ 14 ರ ವಯೋಮಾನದ ಬಾಲಕ ಬಾಲಕಿಯರ ಕಬಡ್ಡಿ ಪಂದ್ಯಾಟ 2025 ನಡೆಯಿತು. xyxy=(555,887,719,952)
article-census xyxy=(555,148,1070,213)
article-body xyxy=(35,1125,540,1365)
headline: ಜಿಲ್ಲಾ ಮಟ್ಟದ 14 ರ ವಯೋಮಾನದ ಬಾಲಕ xyxy=(612,613,1013,644)
email-label: E-Mail: xyxy=(714,2034,758,2047)
brief-body xyxy=(1086,1217,1299,1311)
article-kabaddi xyxy=(555,610,1070,686)
brief-paragraph: ಮಂಗಳೂರು–ವೆನ್ಲಾಕ್ ಜಿಲ್ಲಾ ಆಸ್ಪತ್ರೆ ಮತ್ತು ಕೆ.ಎಂ.ಸಿ ಆಸ್ಪತ್ರೆ ಮಂಗಳೂರು ಇವರ ಸಹಯೋಗದೊಂದಿಗೆ ನೂತನ ಕ್ಯಾಥ್ಲ್ಯಾಬ್ ಹಾಗೂ ನ್ಯೂ ಮೆಡಿಸಿನ್ ಬ್ಲಾಕ್ನ 4ನೇ ಮಹಡಿಯ ಡಯಾಲಿಸೀಸ್ ವಿಭಾಗದ ನೂತನ ಕಟ್ಟಡ ಉದ್ಘಾಟನೆ ಸಮಾರಂಭ ಸೆಪ್ಟೆಂಬರ್ 21 ರಂದು ಮಧ್ಯಾಹ್ನ 12.30 ಗಂಟೆಗೆ ನಡೆಯಲಿದೆ. xyxy=(1086,701,1299,767)
article-paragraph: ದಸರಾ ರಜೆಯ ಅವಧಿಯಲ್ಲಿ ಶಿಕ್ಷಕರು ಗಣತಿದಾರರಾಗಿ ಮನೆಮನೆಗೆ ಭೇಟಿ ನೀಡಲಿದ್ದು, ಅರೆಭಾಷಿಕರು ತಮ್ಮ ಭಾಷೆಯ ಅಸ್ತಿತ್ವವನ್ನು ಉಳಿಸಿಕೊಳ್ಳಲು ಸಹಕರಿಸಬೇಕು ಎಂದು ಅಕಾಡೆಮಿ ಹೇಳಿಕೆಯಲ್ಲಿ ತಿಳಿಸಿದೆ. xyxy=(730,251,1070,345)
brief-paragraph: ಕಾಣೆಯಾದವರ ಬಗ್ಗೆ ಮಾಹಿತಿ ಪತ್ತೆಯಾದಲ್ಲಿ ಪಣಂಬೂರು ಪೊಲೀಸ್ ಠಾಣೆ ಸಂಪರ್ಕಿಸುವಂತೆ ಠಾಣಾಧಿಕಾರಿ ಪ್ರಕಟಣೆಯಲ್ಲಿ ತಿಳಿಸಿದ್ದಾರೆ. xyxy=(1086,624,1299,650)
article-body xyxy=(35,390,540,605)
brief-body xyxy=(1086,701,1299,824)
article-banking xyxy=(815,1815,1070,1863)
headline: 2025ರಲ್ಲಿ ಅರೆಭಾಷೆ ಎಂದು ನಮೂದಿಸಿ xyxy=(617,179,1008,214)
article-paragraph: ಸುಳ್ಯ: ರಬ್ಬರ್ ಬೆಳೆಗಾರರ ಸಭೆಯು ಆಲೆಟ್ಟಿ ಗ್ರಾಮ ಪಂಚಾಯತ್ ಸಭಾಂಗಣದಲ್ಲಿ ನಡೆಯಿತು. ಸಭೆಯ ಅಧ್ಯಕ್ಷತೆಯನ್ನು ಜಯಪ್ರಕಾಶ್ ಕುಂಚಡ್ಕ ವಹಿಸಿದ್ದರು. ಈ ಸಂದರ್ಭದಲ್ಲಿ ಅಲೆಟ್ಟಿ ಗ್ರಾಮದ ರಬ್ಬರ್ ಬೆಳೆಗಾರರು ಹಾಗೂ ರಬ್ಬರ್ ಬೋರ್ಡ್ ಅಧಿಕಾರಿಗಳು ಉಪಸ್ಥಿತರಿದ್ದರು. xyxy=(555,1809,805,1861)
headline: “ಸ್ವಚ್ಛತೆಯೇ ಸೇವೆ” ಪಾಕ್ಷಿಕ ಅಭಿಯಾನ xyxy=(71,1067,504,1107)
article-paragraph: ಕಾಸರಗೋಡು–ಹತ್ತನೇ ತರಗತಿ ವಿದ್ಯಾರ್ಥಿನಿಯೋರ್ವಳು ಮನೆಯ ಕೋಣೆಯಲ್ಲಿ ನೇಣು ಬಿಗಿದು ಆತ್ಮಹತ್ಯೆ ಮಾಡಿಕೊಂಡ ಘಟನೆ ನಡೆದಿದೆ. xyxy=(555,1131,725,1169)
article-paragraph: ರಾಜ್ಯ ಸರ್ಕಾರವು ಅಭಿವೃದ್ಧಿ ಕಾರ್ಯಗಳನ್ನು ನಿರ್ಲಕ್ಷಿಸಿ ಜನವಿರೋಧಿ ನೀತಿಗಳನ್ನು ಅನುಸರಿಸುತ್ತಿದೆ. ಕಾರ್ಯಕರ್ತರು ಜಿಲ್ಲೆಯ ವಿವಿಧೆಡೆ ರಸ್ತೆ ಗುಂಡಿಗಳೊಂದಿಗೆ ಸೆಲ್ಫಿ ತೆಗೆದು ಸಾಮಾಜಿಕ ಜಾಲತಾಣಗಳಲ್ಲಿ ಹಂಚಿಕೊಳ್ಳುವ ಮೂಲಕ ಸರ್ಕಾರದ ಗಮನ ಸೆಳೆಯಲಿದ್ದಾರೆ. xyxy=(207,391,368,470)
headline: ಸ್ಪರ್ಧಾತ್ಮಕ ಪರೀಕ್ಷೆಗಳಿಗೆ ತರಬೇತಿ xyxy=(854,1841,1031,1861)
brief-body xyxy=(1086,873,1299,953)
headline: ಬ್ಯಾಂಕಿಂಗ್, ಕೇಂದ್ರ ಸರ್ಕಾರದ xyxy=(862,1817,1023,1837)
article-body xyxy=(555,1808,805,2020)
ad-contact: ಜಾಹೀರಾತಿಗಾಗಿ ಸಂಪರ್ಕಿಸಿ - 94498 71863 xyxy=(147,110,323,123)
crop-mark xyxy=(0,83,25,84)
article-paragraph: ಈ ಸಂದರ್ಭದಲ್ಲಿ ಅಲೆಟ್ಟಿ ಗ್ರಾಮದ ರಬ್ಬರ್ ಉತ್ಪಾದಕರ ಸಂಘವನ್ನು ರಚಿಸಲಾಯಿತು. ಅಧ್ಯಕ್ಷರಾಗಿ ಕರುಣಾಕರ ಹಾಸ್ಪಾರೆ, ಉಪಾಧ್ಯಕ್ಷರಾಗಿ ಪುರುಷೋತ್ತಮ ದೋಣಿಮೂಲೆ, ನಿರ್ದೇಶಕರಾಗಿ ದೀಪಕ್ ಕುಂಚಡ್ಕ, ದೇವಿಪ್ರಸಾದ್ ಆಳ್ವ ಅರಂಬೂರು, ಕೊರಗಪ್ಪ ಆಯ್ಕೆಯಾದರು. ರಬ್ಬರ್ ಬೆಳೆಗಾರರನ್ನು ಸದಸ್ಯರನ್ನಾಗಿ ಮಾಡಿ ನೋಂದಣಿ ಮಾಡಲಾಯಿತು. xyxy=(555,1864,805,1930)
article-pepper xyxy=(35,1700,540,1722)
brief-paragraph: ನಗರದ ಮೇರಿಹಿಲ್‌ನಲ್ಲಿರುವ ಜಿಲ್ಲಾ ಗೃಹರಕ್ಷಕದಳದ ಸಮಾದೇಷ್ಟರಿಂದ ಅರ್ಜಿಯನ್ನು ಸೆಪ್ಟೆಂಬರ್ 15 ರಿಂದ ಉಚಿತವಾಗಿ ಪಡೆಯಬಹುದು. ಅರ್ಜಿ ಸಲ್ಲಿಸಲು ಅಕ್ಟೋಬರ್ 10 ಕೊನೆಯ ದಿನ. ಹೆಚ್ಚಿನ ಮಾಹಿತಿಗೆ ಕಛೇರಿ ದೂರವಾಣಿ ಸಂಖ್ಯೆ: 0824–2220562 ಕರೆ ಮಾಡಿ ಮಾಹಿತಿಯನ್ನು ಪಡೆಯಬಹುದು ಎಂದು ದಕ್ಷಿಣ ಕನ್ನಡ ಜಿಲ್ಲಾ ಗೃಹರಕ್ಷಕದಳದ ಸಮಾದೇಷ್ಟರು ಪ್ರಕಟಣೆಯಲ್ಲಿ ತಿಳಿಸಿದ್ದಾರೆ. xyxy=(1086,1107,1299,1186)
